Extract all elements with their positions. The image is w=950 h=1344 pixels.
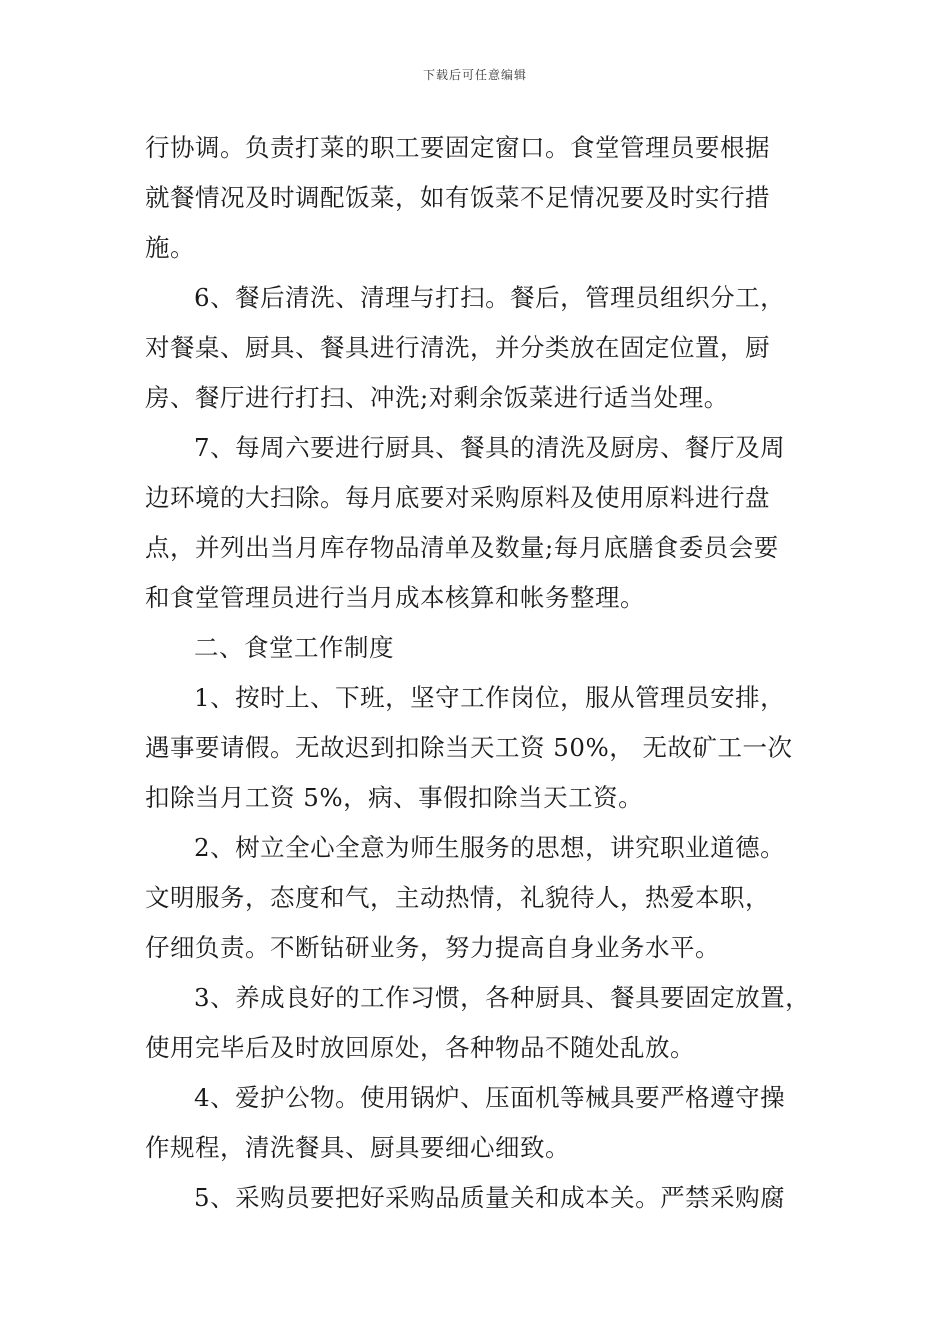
text-line: 遇事要请假。无故迟到扣除当天工资 50%， 无故矿工一次 [145,733,793,762]
paragraph-start-line: 5、采购员要把好采购品质量关和成本关。严禁采购腐 [194,1183,786,1212]
paragraph-start-line: 2、树立全心全意为师生服务的思想，讲究职业道德。 [194,833,786,862]
text-line: 行协调。负责打菜的职工要固定窗口。食堂管理员要根据 [145,133,770,162]
text-line: 使用完毕后及时放回原处，各种物品不随处乱放。 [145,1033,695,1062]
text-line: 仔细负责。不断钻研业务，努力提高自身业务水平。 [145,933,720,962]
paragraph-start-line: 3、养成良好的工作习惯，各种厨具、餐具要固定放置， [194,983,811,1012]
text-line: 边环境的大扫除。每月底要对采购原料及使用原料进行盘 [145,483,770,512]
text-line: 施。 [145,233,195,262]
text-line: 就餐情况及时调配饭菜，如有饭菜不足情况要及时实行措 [145,183,770,212]
paragraph-start-line: 7、每周六要进行厨具、餐具的清洗及厨房、餐厅及周 [194,433,786,462]
page-header-note: 下载后可任意编辑 [422,68,527,82]
text-line: 点，并列出当月库存物品清单及数量;每月底膳食委员会要 [145,533,779,562]
document-body [145,123,835,1223]
section-heading: 二、食堂工作制度 [194,633,394,662]
paragraph-start-line: 6、餐后清洗、清理与打扫。餐后，管理员组织分工， [194,283,786,312]
text-line: 房、餐厅进行打扫、冲洗;对剩余饭菜进行适当处理。 [145,383,729,412]
paragraph-start-line: 1、按时上、下班，坚守工作岗位，服从管理员安排， [194,683,786,712]
text-line: 作规程，清洗餐具、厨具要细心细致。 [145,1133,570,1162]
text-line: 文明服务，态度和气，主动热情，礼貌待人，热爱本职， [145,883,770,912]
paragraph-start-line: 4、爱护公物。使用锅炉、压面机等械具要严格遵守操 [194,1083,786,1112]
text-line: 对餐桌、厨具、餐具进行清洗，并分类放在固定位置，厨 [145,333,770,362]
text-line: 扣除当月工资 5%，病、事假扣除当天工资。 [145,783,644,812]
text-line: 和食堂管理员进行当月成本核算和帐务整理。 [145,583,645,612]
